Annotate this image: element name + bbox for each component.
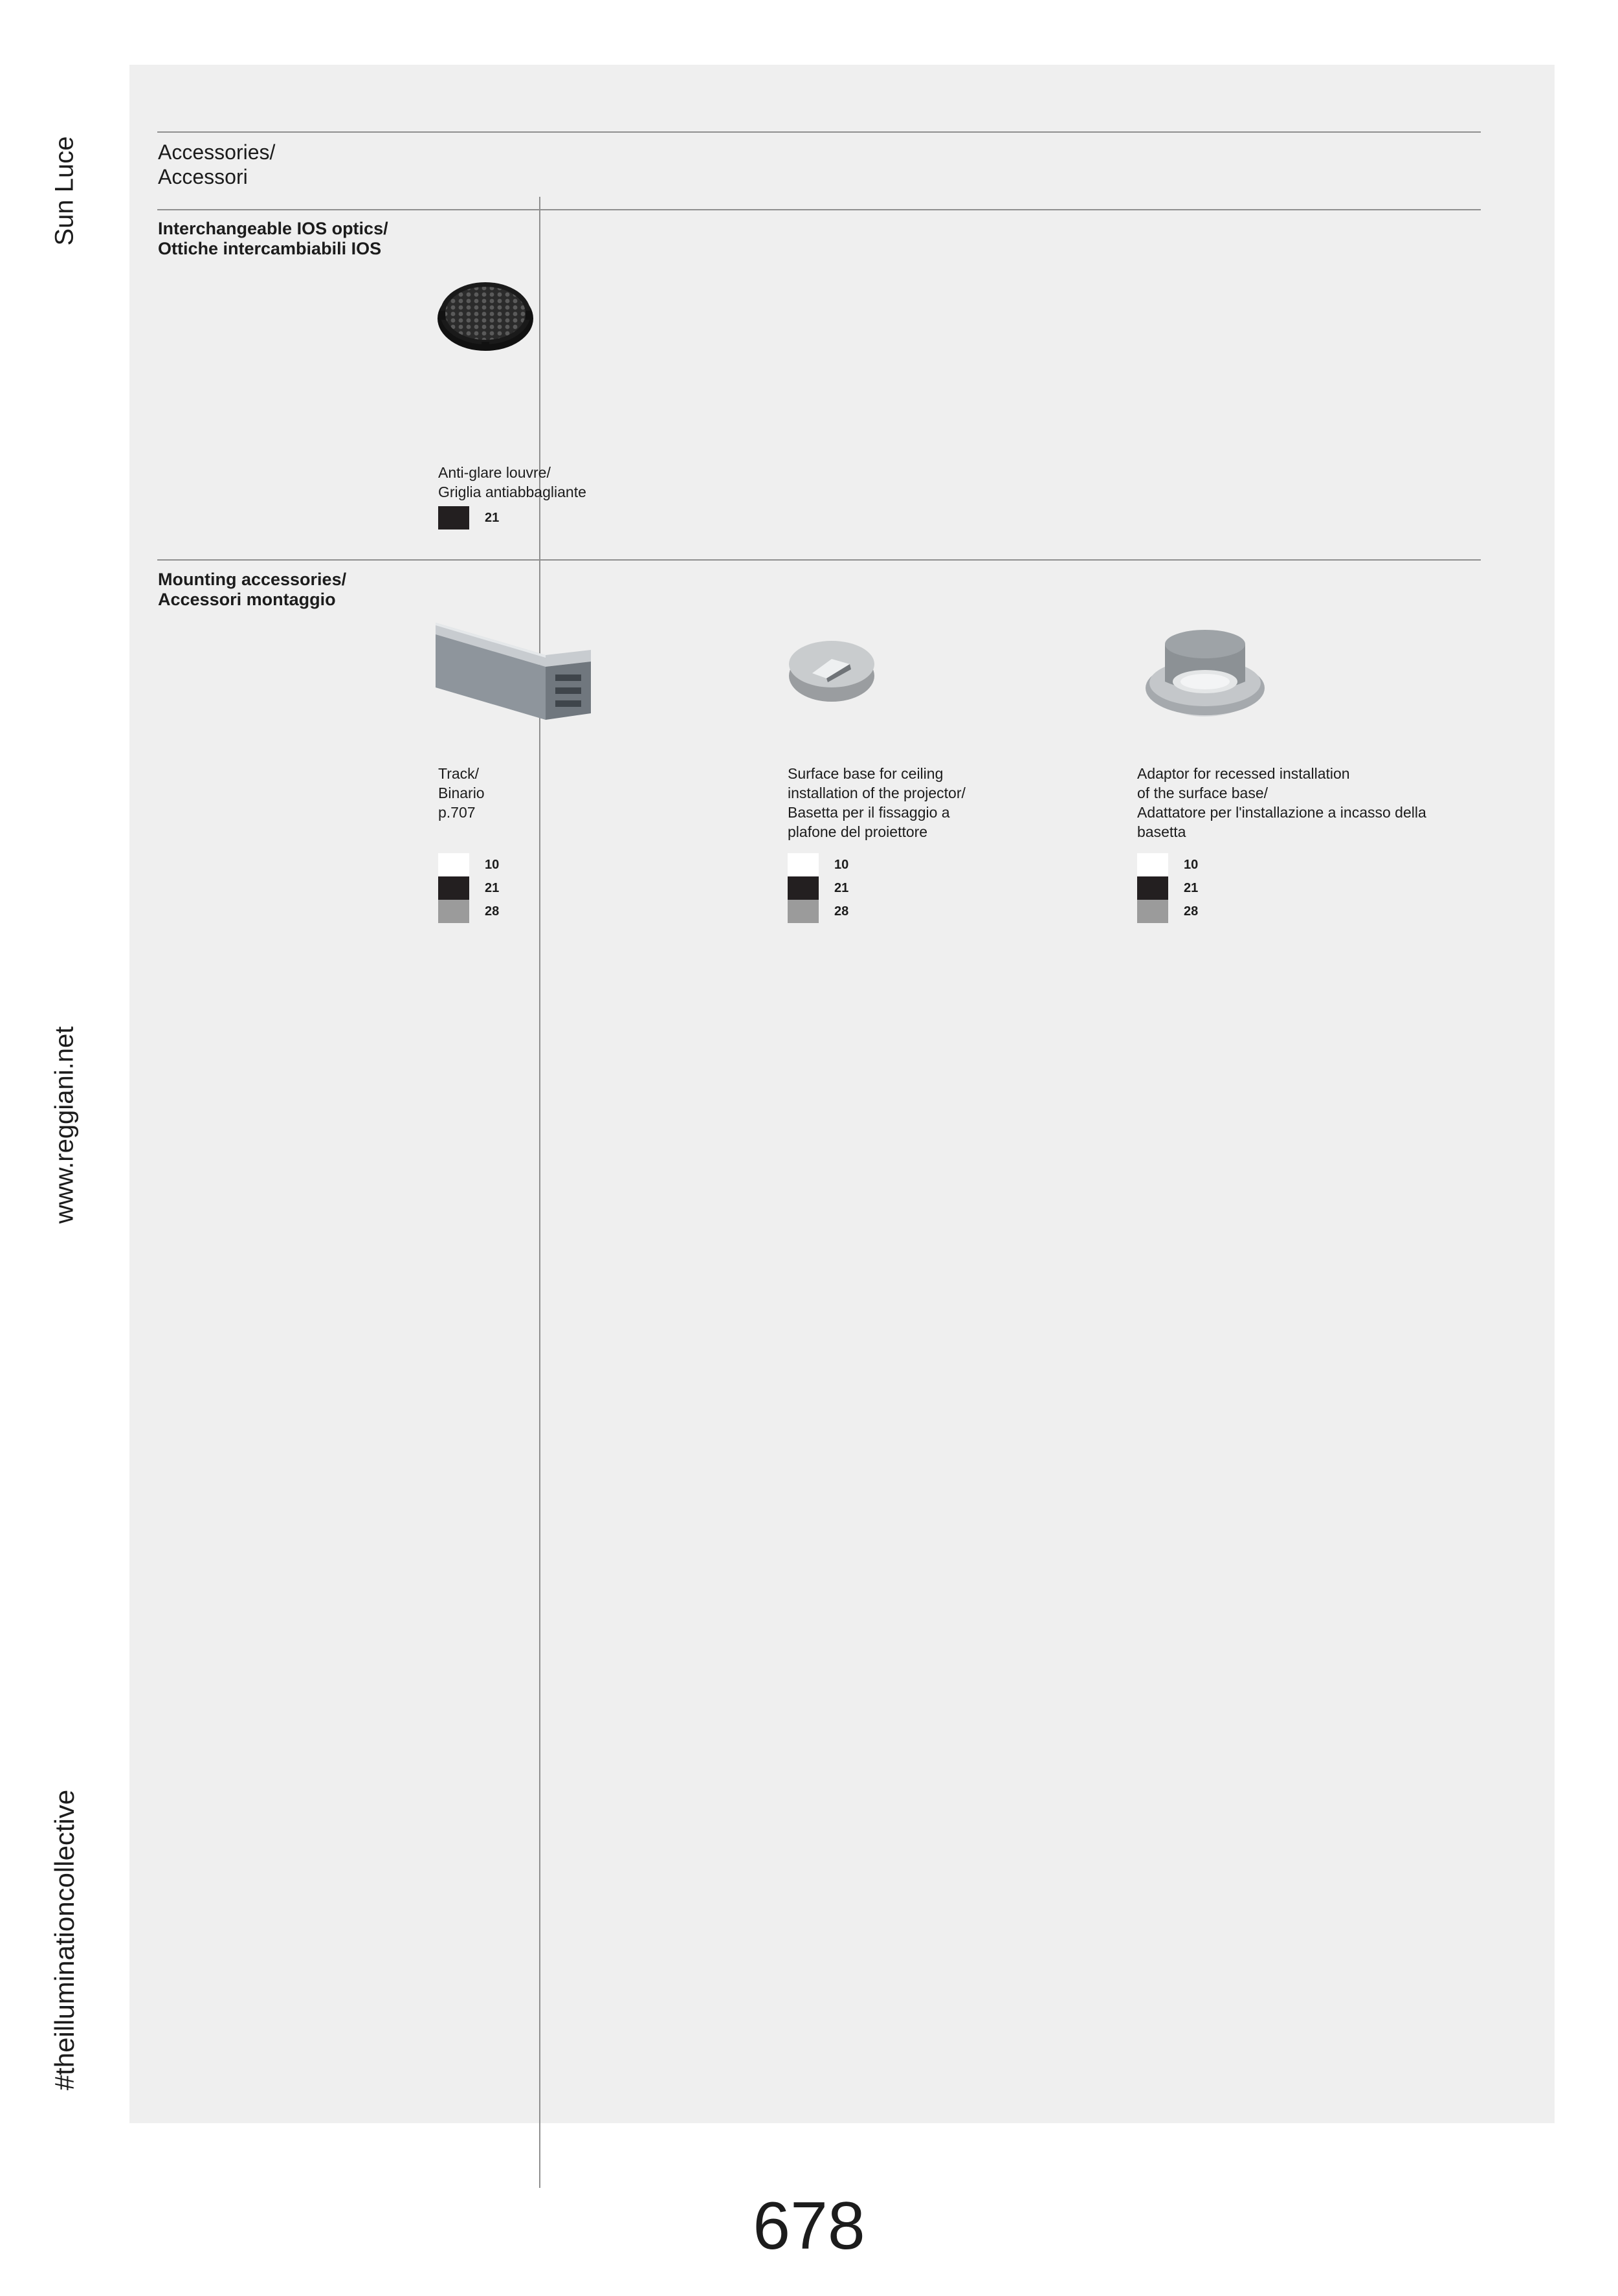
- finish-color-box: [788, 900, 819, 923]
- section-title-optics: [158, 219, 388, 259]
- recessed-adaptor-icon: [1133, 618, 1275, 728]
- finish-code: 28: [485, 904, 500, 919]
- finish-code: 21: [485, 510, 500, 525]
- item-label-line: Anti-glare louvre/: [438, 464, 551, 481]
- finish-swatch: [788, 900, 848, 923]
- item-label-line: Griglia antiabbagliante: [438, 484, 586, 500]
- item-label-line: of the surface base/: [1137, 785, 1269, 801]
- page-title-line-2: Accessori: [158, 165, 248, 189]
- track-icon: [436, 616, 597, 726]
- item-label-line: p.707: [438, 804, 476, 821]
- section-title-line-1: Interchangeable IOS optics/: [158, 219, 388, 238]
- header-top-rule: [157, 131, 1481, 133]
- item-label-line: Adaptor for recessed installation: [1137, 765, 1350, 782]
- finish-swatches-adaptor: [1137, 853, 1198, 923]
- hashtag-label: #theilluminationcollective: [49, 1789, 80, 2091]
- finish-code: 10: [834, 857, 849, 872]
- finish-color-box: [1137, 876, 1168, 900]
- finish-color-box: [788, 853, 819, 876]
- finish-code: 28: [1184, 904, 1199, 919]
- section-divider: [157, 559, 1481, 561]
- item-label-line: basetta: [1137, 823, 1186, 840]
- finish-color-box: [1137, 900, 1168, 923]
- finish-code: 21: [1184, 880, 1199, 895]
- finish-code: 10: [1184, 857, 1199, 872]
- item-label-line: Basetta per il fissaggio a: [788, 804, 950, 821]
- finish-swatch: [438, 506, 499, 529]
- item-label-line: Adattatore per l'installazione a incasso della: [1137, 804, 1426, 821]
- finish-color-box: [438, 876, 469, 900]
- item-label-line: plafone del proiettore: [788, 823, 928, 840]
- item-label-line: Binario: [438, 785, 485, 801]
- finish-swatch: [1137, 853, 1198, 876]
- finish-swatch: [1137, 876, 1198, 900]
- brand-label: Sun Luce: [50, 136, 79, 246]
- item-label-louvre: [438, 463, 586, 502]
- finish-code: 21: [485, 880, 500, 895]
- header-bottom-rule: [157, 209, 1481, 210]
- finish-color-box: [788, 876, 819, 900]
- item-label-line: Track/: [438, 765, 480, 782]
- honeycomb-louvre-icon: [434, 272, 537, 356]
- finish-color-box: [438, 506, 469, 529]
- surface-base-icon: [786, 636, 877, 707]
- website-label: www.reggiani.net: [50, 1026, 79, 1224]
- page-title-line-1: Accessories/: [158, 140, 276, 164]
- finish-code: 28: [834, 904, 849, 919]
- page-number: 678: [753, 2189, 865, 2264]
- finish-swatches-surface-base: [788, 853, 848, 923]
- finish-swatch: [788, 853, 848, 876]
- finish-swatches-louvre: [438, 506, 499, 529]
- finish-swatch: [438, 876, 499, 900]
- finish-swatch: [438, 853, 499, 876]
- finish-code: 21: [834, 880, 849, 895]
- content-panel: [129, 65, 1555, 2123]
- finish-color-box: [438, 900, 469, 923]
- finish-swatch: [1137, 900, 1198, 923]
- section-title-line-2: Ottiche intercambiabili IOS: [158, 239, 382, 259]
- finish-swatch: [788, 876, 848, 900]
- item-label-line: Surface base for ceiling: [788, 765, 944, 782]
- page-title: [158, 140, 275, 190]
- finish-color-box: [438, 853, 469, 876]
- finish-swatch: [438, 900, 499, 923]
- item-label-surface-base: [788, 764, 966, 841]
- finish-color-box: [1137, 853, 1168, 876]
- item-label-adaptor: [1137, 764, 1426, 841]
- finish-code: 10: [485, 857, 500, 872]
- finish-swatches-track: [438, 853, 499, 923]
- item-label-track: [438, 764, 485, 822]
- section-title-mounting: [158, 570, 346, 610]
- section-title-line-2: Accessori montaggio: [158, 590, 336, 610]
- item-label-line: installation of the projector/: [788, 785, 966, 801]
- section-title-line-1: Mounting accessories/: [158, 570, 347, 589]
